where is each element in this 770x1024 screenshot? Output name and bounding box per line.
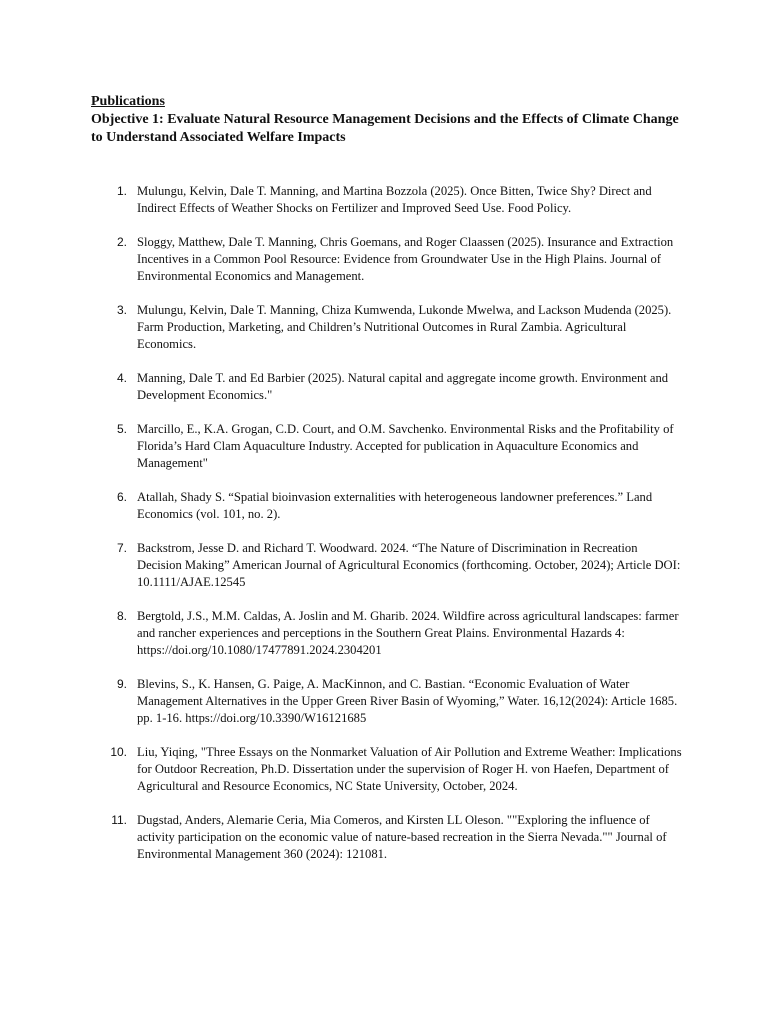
reference-text: Manning, Dale T. and Ed Barbier (2025). Natural capital and aggregate income growth. Environment and Development Economics.": [137, 371, 669, 402]
reference-item: [0, 234, 685, 285]
reference-text: Marcillo, E., K.A. Grogan, C.D. Court, and O.M. Savchenko. Environmental Risks and the Profitability of Florida’s Hard Clam Aquaculture Industry. Accepted for publication in Aquaculture Economics and Management": [137, 422, 674, 470]
reference-item: [0, 370, 685, 404]
reference-number: 7.: [116, 541, 127, 555]
reference-text: Sloggy, Matthew, Dale T. Manning, Chris Goemans, and Roger Claassen (2025). Insurance and Extraction Incentives in a Common Pool Resource: Evidence from Groundwater Use in the High Plains. Journal of Environmental Economics and Management.: [137, 235, 674, 283]
reference-number: 6.: [116, 490, 127, 504]
reference-item: [0, 744, 685, 795]
reference-item: [0, 183, 685, 217]
objective-heading: Objective 1: Evaluate Natural Resource Management Decisions and the Effects of Climate Change to Understand Associated Welfare Impacts: [91, 112, 679, 145]
reference-item: [0, 608, 685, 659]
reference-text: Mulungu, Kelvin, Dale T. Manning, and Martina Bozzola (2025). Once Bitten, Twice Shy? Direct and Indirect Effects of Weather Shocks on Fertilizer and Improved Seed Use. Food Policy.: [137, 184, 652, 215]
reference-text: Liu, Yiqing, "Three Essays on the Nonmarket Valuation of Air Pollution and Extreme Weather: Implications for Outdoor Recreation, Ph.D. Dissertation under the supervision of Roger H. von Haefen, Department of Agricultural and Resource Economics, NC State University, October, 2024.: [137, 745, 682, 793]
reference-number: 2.: [116, 235, 127, 249]
reference-text: Blevins, S., K. Hansen, G. Paige, A. MacKinnon, and C. Bastian. “Economic Evaluation of Water Management Alternatives in the Upper Green River Basin of Wyoming,” Water. 16,12(2024): Article 1685. pp. 1-16. https://doi.org/10.3390/W16121685: [137, 677, 678, 725]
reference-number: 9.: [116, 677, 127, 691]
reference-number: 10.: [110, 745, 127, 759]
reference-item: [0, 302, 685, 353]
reference-number: 3.: [116, 303, 127, 317]
reference-text: Bergtold, J.S., M.M. Caldas, A. Joslin and M. Gharib. 2024. Wildfire across agricultural landscapes: farmer and rancher experiences and perceptions in the Southern Great Plains. Environmental Hazards 4: https://doi.org/10.1080/17477891.2024.2304201: [137, 609, 679, 657]
reference-item: [0, 676, 685, 727]
publications-heading: Publications: [91, 94, 165, 109]
reference-item: [0, 421, 685, 472]
reference-number: 8.: [116, 609, 127, 623]
section-header: [91, 93, 691, 147]
reference-item: [0, 812, 685, 863]
reference-text: Backstrom, Jesse D. and Richard T. Woodward. 2024. “The Nature of Discrimination in Recreation Decision Making” American Journal of Agricultural Economics (forthcoming. October, 2024); Article DOI: 10.1111/AJAE.12545: [137, 541, 681, 589]
reference-number: 1.: [116, 184, 127, 198]
reference-number: 11.: [111, 813, 127, 827]
reference-text: Dugstad, Anders, Alemarie Ceria, Mia Comeros, and Kirsten LL Oleson. ""Exploring the influence of activity participation on the economic value of nature-based recreation in the Sierra Nevada."" Journal of Environmental Management 360 (2024): 121081.: [137, 813, 667, 861]
reference-item: [0, 540, 685, 591]
reference-text: Atallah, Shady S. “Spatial bioinvasion externalities with heterogeneous landowner preferences.” Land Economics (vol. 101, no. 2).: [137, 490, 653, 521]
reference-list: [0, 183, 770, 880]
reference-number: 5.: [116, 422, 127, 436]
reference-text: Mulungu, Kelvin, Dale T. Manning, Chiza Kumwenda, Lukonde Mwelwa, and Lackson Mudenda (2025). Farm Production, Marketing, and Children’s Nutritional Outcomes in Rural Zambia. Agricultural Economics.: [137, 303, 672, 351]
reference-item: [0, 489, 685, 523]
reference-number: 4.: [116, 371, 127, 385]
